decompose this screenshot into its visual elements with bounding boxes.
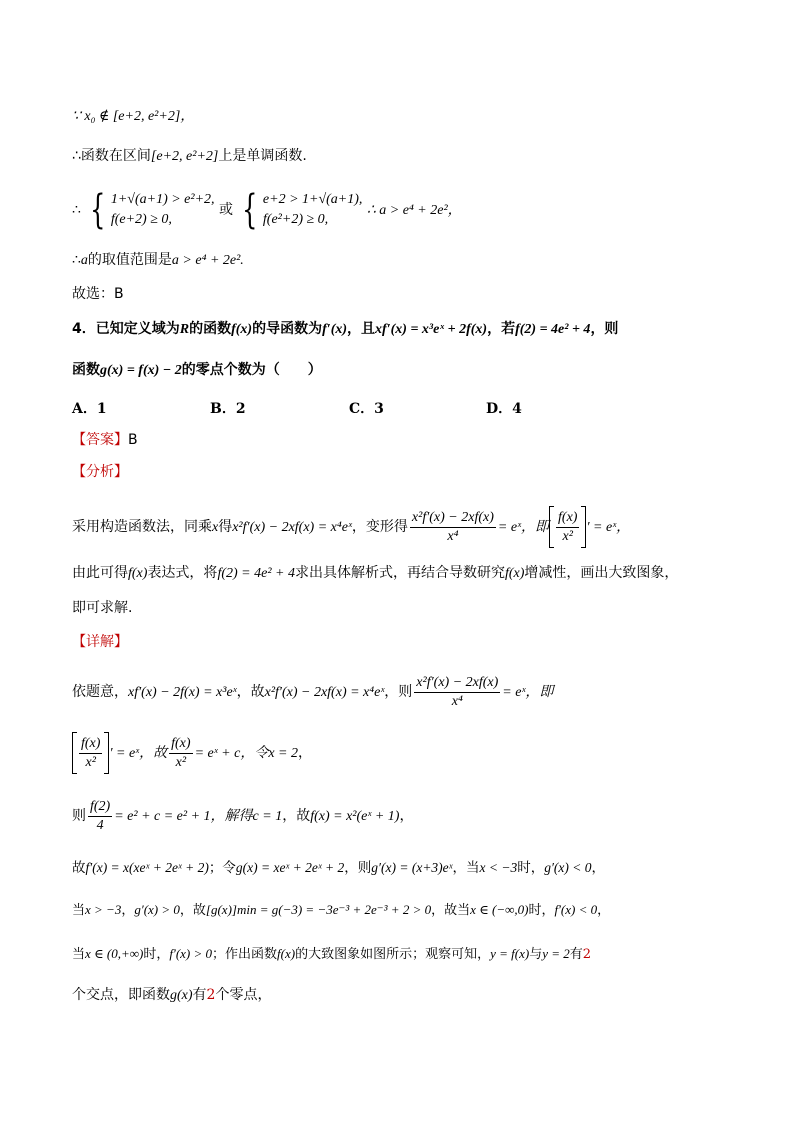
answer-line: 【答案】B (72, 432, 138, 448)
question-4-line-1: 4．已知定义域为R的函数f(x)的导函数为f′(x)，且xf′(x) = x³eˣ + 2f(x)，若f(2) = 4e² + 4，则 (72, 321, 619, 337)
detail-line-4: 故f′(x) = x(xeˣ + 2eˣ + 2)；令g(x) = xeˣ + 2eˣ + 2，则g′(x) = (x+3)eˣ，当x < −3时，g′(x) < 0， (72, 860, 605, 876)
detail-line-6: 当x ∈ (0,+∞)时，f′(x) > 0；作出函数f(x)的大致图象如图所示；观察可知，y = f(x)与y = 2有2 (72, 946, 592, 962)
analysis-heading: 【分析】 (72, 464, 128, 480)
option-a[interactable]: A．1 (72, 401, 107, 417)
detail-heading: 【详解】 (72, 634, 128, 650)
fraction: $\frac{f(x)}{\text{x²}}$ (81, 735, 101, 770)
analysis-line-2: 由此可得f(x)表达式，将f(2) = 4e² + 4求出具体解析式，再结合导数研究f(x)增减性，画出大致图象， (72, 565, 679, 581)
fraction: $\frac{\text{x²f′(x) − 2xf(x)}}{\text{x⁴}}$ (416, 674, 499, 709)
line-systems: ∴ { 1+√(a+1) > e²+2, f(e+2) ≥ 0, 或 { e+2 > 1+√(a+1), f(e²+2) ≥ 0, ∴ a > e⁴ + 2e²， (72, 187, 462, 233)
fraction: $\frac{\text{x²f′(x) − 2xf(x)}}{\text{x⁴}}$ (411, 509, 494, 544)
detail-line-3: 则 $\frac{f(2)}{4}$ = e² + c = e² + 1，解得c = 1，故f(x) = x²(eˣ + 1)， (72, 798, 414, 833)
detail-line-7: 个交点，即函数g(x)有2个零点， (72, 987, 272, 1003)
answer-label: 【答案】 (72, 432, 128, 448)
line-choose-b: 故选：B (72, 286, 124, 302)
option-b[interactable]: B．2 (210, 401, 246, 417)
detail-line-1: 依题意，xf′(x) − 2f(x) = x³eˣ，故x²f′(x) − 2xf(x) = x⁴eˣ，则 $\frac{\text{x²f′(x) − 2xf(x)}}{\text{x⁴}}$ = eˣ，即 (72, 674, 554, 709)
system-1: { 1+√(a+1) > e²+2, f(e+2) ≥ 0, (90, 187, 215, 233)
question-4-line-2: 函数g(x) = f(x) − 2的零点个数为（ ） (72, 362, 322, 378)
fraction: $\frac{f(x)}{\text{x²}}$ (558, 509, 578, 544)
detail-line-5: 当x > −3，g′(x) > 0，故[g(x)]min = g(−3) = −3e⁻³ + 2e⁻³ + 2 > 0，故当x ∈ (−∞,0)时，f′(x) < 0， (72, 902, 611, 918)
line-monotonic: ∴函数在区间[e+2, e²+2]上是单调函数. (72, 148, 307, 164)
detail-line-2: $\frac{f(x)}{\text{x²}}$ ′ = eˣ，故 $\frac{f(x)}{\text{x²}}$ = eˣ + c，令x = 2， (72, 731, 312, 775)
system-2: { e+2 > 1+√(a+1), f(e²+2) ≥ 0, (242, 187, 363, 233)
option-d[interactable]: D．4 (486, 401, 522, 417)
analysis-line-1: 采用构造函数法，同乘x得x²f′(x) − 2xf(x) = x⁴eˣ，变形得 $\frac{\text{x²f′(x) − 2xf(x)}}{\text{x⁴}}$ = eˣ，即 $\frac{f(x)}{\text{x²}}$ ′ = eˣ， (72, 505, 630, 549)
analysis-line-3: 即可求解. (72, 600, 133, 616)
fraction: $\frac{f(2)}{4}$ (90, 798, 111, 833)
line-x0-not-in-interval: ∵ x₀ ∉ [e+2, e²+2]， (72, 109, 195, 124)
line-range-of-a: ∴a的取值范围是a > e⁴ + 2e². (72, 252, 244, 268)
fraction: $\frac{f(x)}{\text{x²}}$ (171, 735, 191, 770)
option-c[interactable]: C．3 (349, 401, 384, 417)
